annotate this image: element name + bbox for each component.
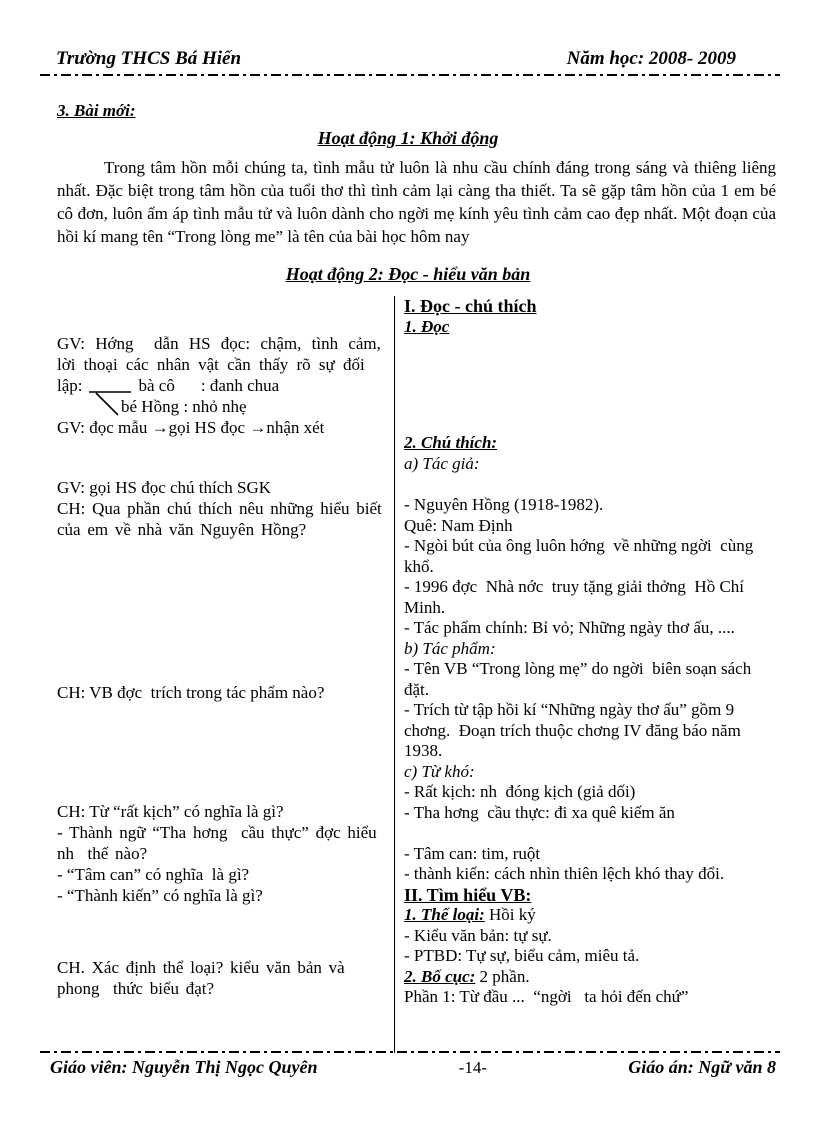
note-kieu-van-ban: - Kiểu văn bản: tự sự.: [404, 925, 552, 945]
value-bo-cuc: 2 phần.: [475, 966, 530, 986]
ch-question-the-loai: CH. Xác định thể loại? kiểu văn bản và phong thức biểu đạt?: [57, 958, 352, 998]
gloss-thanh-kien: - thành kiến: cách nhìn thiên lệch khó thay đổi.: [404, 864, 725, 883]
page-header: [56, 48, 736, 70]
page-footer: [50, 1057, 776, 1078]
section-title-bai-moi: 3. Bài mới:: [57, 101, 136, 120]
note-bo-cuc: [404, 967, 775, 988]
blank-line: [404, 823, 775, 844]
ch-question-work: CH: VB đợc trích trong tác phẩm nào?: [57, 683, 325, 702]
header-divider-line: [40, 74, 780, 76]
gloss-rat-kich: - Rất kịch: nh đóng kịch (giả dối): [404, 782, 636, 801]
left-column-teacher-activities: [57, 296, 393, 999]
note-ptbd: - PTBD: Tự sự, biểu cảm, miêu tả.: [404, 946, 640, 965]
heading-doc: 1. Đọc: [404, 316, 450, 336]
ch-question-rat-kich: CH: Từ “rất kịch” có nghĩa là gì?: [57, 802, 284, 821]
ch-question-tha-huong: - Thành ngữ “Tha hơng cầu thực” đợc hiểu nh thế nào?: [57, 823, 384, 863]
note-author-dates: - Nguyên Hồng (1918-1982).: [404, 495, 604, 514]
label-bo-cuc: 2. Bố cục:: [404, 966, 476, 986]
gv-guide-line-2: lời thoại các nhân vật cần thấy rõ sự đối: [57, 355, 365, 374]
gv-question-1: GV: gọi HS đọc chú thích SGK: [57, 478, 272, 497]
footer-page-number: -14-: [458, 1058, 487, 1077]
label-the-loai: 1. Thể loại:: [404, 905, 485, 924]
note-author-hometown: Quê: Nam Định: [404, 515, 513, 535]
header-school-year: Năm học: 2008- 2009: [566, 48, 736, 69]
ch-question-thanh-kien: - “Thành kiến” có nghĩa là gì?: [57, 886, 263, 905]
note-title-origin: - Tên VB “Trong lòng mẹ” do ngời biên soạn sách đặt.: [404, 659, 756, 699]
header-school-name: Trường THCS Bá Hiến: [56, 48, 242, 69]
heading-tim-hieu-vb: II. Tìm hiểu VB:: [404, 884, 532, 905]
note-author-style: - Ngòi bút của ông luôn hớng về những ngời cùng khổ.: [404, 536, 758, 576]
footer-teacher-name: Giáo viên: Nguyễn Thị Ngọc Quyên: [50, 1057, 318, 1077]
subheading-tac-pham: b) Tác phẩm:: [404, 638, 496, 658]
note-the-loai: [404, 905, 775, 926]
note-excerpt-source: - Trích từ tập hồi kí “Những ngày thơ ấu” gồm 9 chơng. Đoạn trích thuộc chơng IV đăng báo năm 1938.: [404, 700, 746, 760]
footer-document-name: Giáo án: Ngữ văn 8: [628, 1057, 776, 1077]
value-the-loai: Hồi ký: [484, 905, 536, 924]
gv-reading-guide-block: [57, 333, 393, 438]
gloss-tha-huong: - Tha hơng cầu thực: đi xa quê kiếm ăn: [404, 802, 675, 822]
intro-paragraph: Trong tâm hồn mỗi chúng ta, tình mẫu tử luôn là nhu cầu chính đáng trong sáng và thiêng liêng nhất. Đặc biệt trong tâm hồn của tuổi thơ thì tình cảm lại càng tha thiết. Ta sẽ gặp tâm hồn của 1 em bé cô đơn, luôn ấm áp tình mẫu tử và luôn dành cho ngời mẹ kính yêu tình cảm cao đẹp nhất. Một đoạn của hồi kí mang tên “Trong lòng me” là tên của bài học hôm nay: [57, 158, 776, 246]
footer-divider-line: [40, 1051, 780, 1053]
label-danh-chua: : đanh chua: [200, 376, 280, 395]
gloss-tam-can: - Tâm can: tim, ruột: [404, 843, 541, 863]
ch-question-tam-can: - “Tâm can” có nghĩa là gì?: [57, 865, 250, 884]
brace-connector-drawing: [85, 386, 139, 420]
note-author-works: - Tác phẩm chính: Bỉ vỏ; Những ngày thơ ấu, ....: [404, 618, 735, 637]
gv-guide-line-4: bé Hồng : nhỏ nhẹ: [121, 397, 247, 416]
label-lap: lập:: [57, 376, 83, 395]
gv-guide-line-1: GV: Hớng dẫn HS đọc: chậm, tình cảm,: [57, 334, 381, 353]
subheading-tu-kho: c) Từ khó:: [404, 761, 475, 781]
note-author-award: - 1996 đợc Nhà nớc truy tặng giải thởng Hồ Chí Minh.: [404, 577, 749, 617]
table-column-divider: [394, 296, 395, 1053]
note-phan-1: Phần 1: Từ đầu ... “ngời ta hỏi đến chứ”: [404, 987, 689, 1006]
heading-hoat-dong-1: Hoạt động 1: Khởi động: [317, 128, 499, 148]
heading-hoat-dong-2: Hoạt động 2: Đọc - hiểu văn bản: [285, 264, 531, 284]
label-ba-co: bà cô: [138, 376, 175, 395]
subheading-tac-gia: a) Tác giả:: [404, 453, 480, 473]
right-column-lesson-content: [404, 296, 775, 1008]
heading-doc-chu-thich: I. Đọc - chú thích: [404, 296, 537, 316]
ch-question-author: CH: Qua phần chú thích nêu những hiểu biết của em về nhà văn Nguyên Hồng?: [57, 499, 389, 539]
gv-reading-sequence: GV: đọc mẫu →gọi HS đọc →nhận xét: [57, 418, 325, 437]
heading-chu-thich: 2. Chú thích:: [404, 433, 498, 452]
